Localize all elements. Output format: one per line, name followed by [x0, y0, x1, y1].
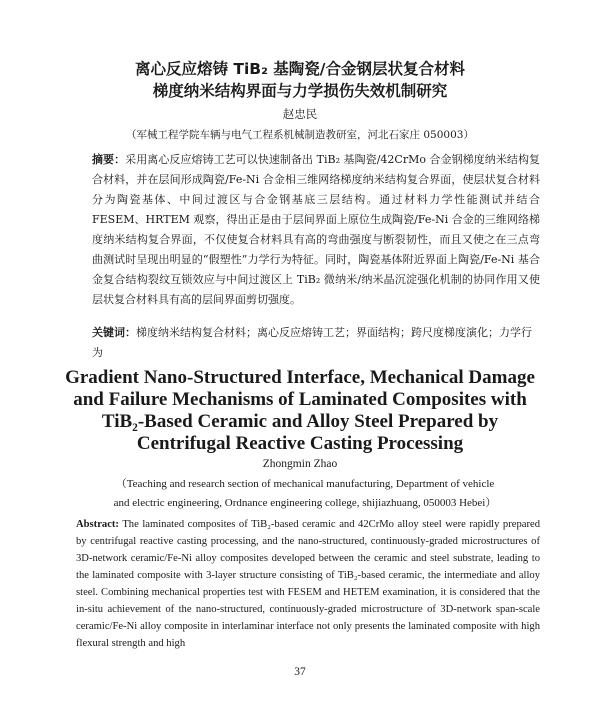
chinese-abstract-label: 摘要： [92, 153, 126, 166]
english-title-line-2: and Failure Mechanisms of Laminated Composites with [73, 389, 527, 410]
english-abstract-text: The laminated composites of TiB₂-based ceramic and 42CrMo alloy steel were rapidly prepared by centrifugal reactive casting processing, and the nano-structured, continuously-graded microstructures of 3D-network ceramic/Fe-Ni alloy composites developed between the ceramic and steel substrate, leading to the laminated composite with 3-layer structure consisting of TiB₂-based ceramic, the intermediate and alloy steel. Combining mechanical properties test with FESEM and HETEM examination, it is considered that the in-situ achievement of the nano-structured, continuously-graded microstructure of 3D-network span-scale ceramic/Fe-Ni alloy composite in interlaminar interface not only presents the laminated composite with high flexural strength and high [76, 519, 540, 649]
chinese-keywords-label: 关键词： [92, 326, 136, 339]
chinese-title-line-2: 梯度纳米结构界面与力学损伤失效机制研究 [152, 82, 448, 100]
english-abstract-label: Abstract: [76, 519, 119, 530]
english-affiliation: （Teaching and research section of mechanical manufacturing, Department of vehicle and electric engineering, Ordnance engineering college, shijiazhuang, 050003 Hebei） [113, 478, 497, 509]
chinese-affiliation: （军械工程学院车辆与电气工程系机械制造教研室，河北石家庄 050003） [126, 129, 474, 141]
english-title-line-3: TiB₂-Based Ceramic and Alloy Steel Prepared by [101, 411, 499, 432]
english-title [50, 367, 550, 455]
english-title-line-4: Centrifugal Reactive Casting Processing [136, 433, 464, 454]
english-abstract [76, 516, 540, 652]
page-number: 37 [294, 666, 306, 678]
english-title-line-1: Gradient Nano-Structured Interface, Mechanical Damage [65, 367, 535, 388]
chinese-author: 赵忠民 [282, 107, 318, 121]
english-author: Zhongmin Zhao [262, 458, 338, 470]
chinese-title-line-1: 离心反应熔铸 TiB₂ 基陶瓷/合金钢层状复合材料 [135, 60, 465, 78]
chinese-keywords-text: 梯度纳米结构复合材料；离心反应熔铸工艺；界面结构；跨尺度梯度演化；力学行为 [92, 326, 532, 359]
chinese-abstract [92, 150, 540, 310]
chinese-keywords [92, 323, 540, 363]
chinese-title [60, 58, 540, 102]
chinese-abstract-text: 采用离心反应熔铸工艺可以快速制备出 TiB₂ 基陶瓷/42CrMo 合金钢梯度纳米结构复合材料，并在层间形成陶瓷/Fe-Ni 合金相三维网络梯度纳米结构复合界面，使层状复合材料分为陶瓷基体、中间过渡区与合金钢基底三层结构。通过材料力学性能测试并结合 FESEM、HRTEM 观察，得出正是由于层间界面上原位生成陶瓷/Fe-Ni 合金的三维网络梯度纳米结构复合界面，不仅使复合材料具有高的弯曲强度与断裂韧性，而且又使之在三点弯曲测试时呈现出明显的“假塑性”力学行为特征。同时，陶瓷基体附近界面上陶瓷/Fe-Ni 基合金复合结构裂纹互锁效应与中间过渡区上 TiB₂ 微纳米/纳米晶沉淀强化机制的协同作用又使层状复合材料具有高的层间界面剪切强度。 [92, 153, 540, 306]
